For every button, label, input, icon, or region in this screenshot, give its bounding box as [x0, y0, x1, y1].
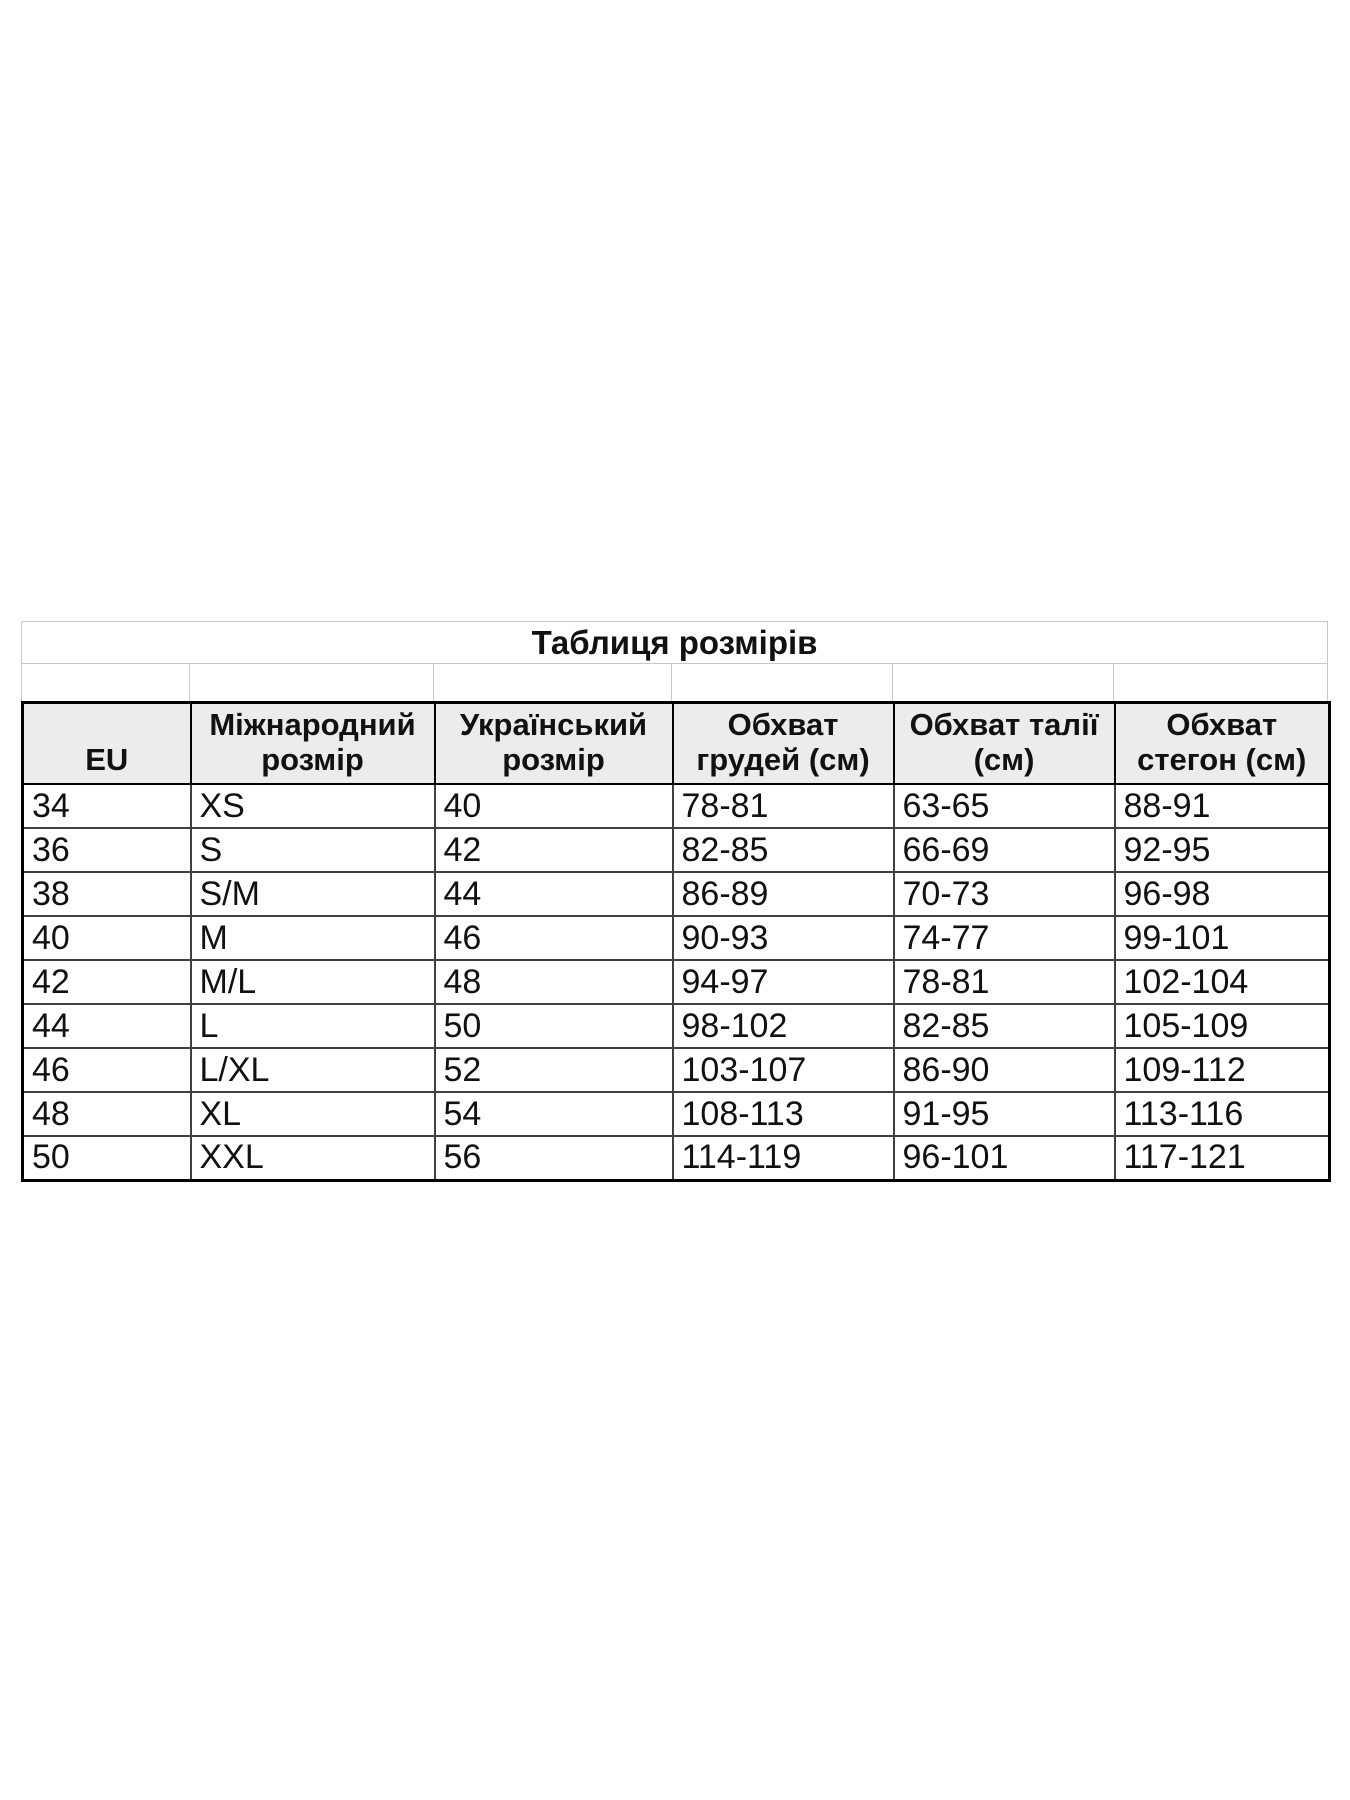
table-cell: 99-101: [1115, 916, 1330, 960]
table-cell: 102-104: [1115, 960, 1330, 1004]
spacer-cell: [22, 664, 190, 701]
table-cell: 117-121: [1115, 1136, 1330, 1180]
table-cell: L: [191, 1004, 435, 1048]
table-cell: M/L: [191, 960, 435, 1004]
table-cell: 50: [435, 1004, 673, 1048]
table-cell: 94-97: [673, 960, 894, 1004]
table-cell: XS: [191, 784, 435, 828]
table-cell: 96-98: [1115, 872, 1330, 916]
table-cell: 56: [435, 1136, 673, 1180]
column-header: EU: [23, 703, 191, 785]
table-cell: M: [191, 916, 435, 960]
column-header: Обхват талії (см): [894, 703, 1115, 785]
table-cell: 44: [435, 872, 673, 916]
spacer-row: [21, 663, 1328, 701]
table-cell: 36: [23, 828, 191, 872]
column-header: Український розмір: [435, 703, 673, 785]
table-row: [23, 828, 1330, 872]
table-cell: 44: [23, 1004, 191, 1048]
table-cell: L/XL: [191, 1048, 435, 1092]
table-row: [23, 916, 1330, 960]
column-header: Обхват грудей (см): [673, 703, 894, 785]
table-cell: 66-69: [894, 828, 1115, 872]
table-cell: 105-109: [1115, 1004, 1330, 1048]
table-cell: 109-112: [1115, 1048, 1330, 1092]
table-cell: 82-85: [673, 828, 894, 872]
table-cell: 38: [23, 872, 191, 916]
table-cell: 34: [23, 784, 191, 828]
table-row: [23, 1092, 1330, 1136]
table-cell: 48: [435, 960, 673, 1004]
table-cell: S: [191, 828, 435, 872]
table-cell: 113-116: [1115, 1092, 1330, 1136]
table-row: [23, 784, 1330, 828]
table-cell: 63-65: [894, 784, 1115, 828]
table-cell: 82-85: [894, 1004, 1115, 1048]
table-cell: 108-113: [673, 1092, 894, 1136]
table-row: [23, 1004, 1330, 1048]
table-cell: 92-95: [1115, 828, 1330, 872]
size-table: [21, 621, 1328, 1182]
spacer-cell: [190, 664, 434, 701]
spacer-cell: [672, 664, 893, 701]
table-cell: 103-107: [673, 1048, 894, 1092]
table-cell: S/M: [191, 872, 435, 916]
table-cell: 46: [23, 1048, 191, 1092]
table-cell: 40: [23, 916, 191, 960]
table-row: [23, 960, 1330, 1004]
table-cell: XXL: [191, 1136, 435, 1180]
table-cell: 50: [23, 1136, 191, 1180]
table-row: [23, 1136, 1330, 1180]
table-cell: 91-95: [894, 1092, 1115, 1136]
table-cell: 46: [435, 916, 673, 960]
table-cell: 54: [435, 1092, 673, 1136]
spacer-cell: [893, 664, 1114, 701]
table-cell: 42: [23, 960, 191, 1004]
table-cell: 96-101: [894, 1136, 1115, 1180]
table-row: [23, 1048, 1330, 1092]
table-cell: 42: [435, 828, 673, 872]
table-cell: 48: [23, 1092, 191, 1136]
header-row: [23, 703, 1330, 785]
table-cell: 86-89: [673, 872, 894, 916]
table-cell: 40: [435, 784, 673, 828]
table-cell: 88-91: [1115, 784, 1330, 828]
table-cell: 78-81: [673, 784, 894, 828]
table-title: Таблиця розмірів: [21, 621, 1328, 663]
table-cell: 70-73: [894, 872, 1115, 916]
table-cell: 114-119: [673, 1136, 894, 1180]
table-cell: 90-93: [673, 916, 894, 960]
table-row: [23, 872, 1330, 916]
table-cell: 86-90: [894, 1048, 1115, 1092]
column-header: Обхват стегон (см): [1115, 703, 1330, 785]
table-cell: 78-81: [894, 960, 1115, 1004]
table-cell: XL: [191, 1092, 435, 1136]
table-cell: 52: [435, 1048, 673, 1092]
spacer-cell: [434, 664, 672, 701]
table-cell: 98-102: [673, 1004, 894, 1048]
spacer-cell: [1114, 664, 1329, 701]
column-header: Міжнародний розмір: [191, 703, 435, 785]
table-cell: 74-77: [894, 916, 1115, 960]
size-data-table: [21, 701, 1331, 1182]
